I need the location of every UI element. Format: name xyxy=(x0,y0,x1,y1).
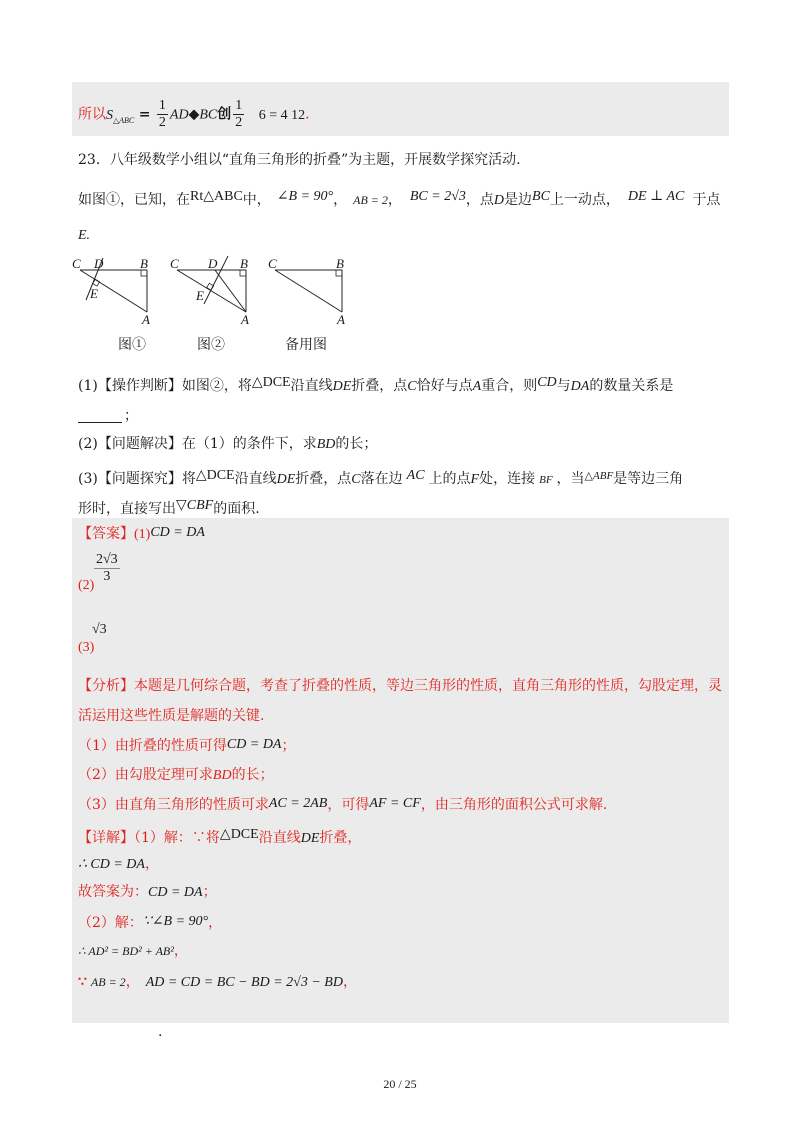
detail-line-4: （2）解：∵∠B = 90°， xyxy=(78,914,223,931)
question-2: (2)【问题解决】在（1）的条件下，求BD的长； xyxy=(78,436,378,452)
detail-line-3: 故答案为：CD = DA； xyxy=(78,884,217,900)
de-perp-ac: DE ⊥ AC xyxy=(627,189,685,204)
fig1-label-e: E xyxy=(90,286,98,301)
point-e-line: E. xyxy=(78,228,91,243)
fig2-label-b: B xyxy=(240,256,248,271)
bc-expr: BC = 2√3 xyxy=(409,189,466,204)
analysis-line-2: 活运用这些性质是解题的关键. xyxy=(78,708,265,724)
answer-blank[interactable] xyxy=(78,408,122,423)
point-d: D xyxy=(493,193,505,208)
fraction-one-half: $\frac{1}{2}$ xyxy=(158,98,166,130)
detail-line-5: ∴ AD² = BD² + AB²， xyxy=(78,943,188,959)
fig2-label-e: E xyxy=(196,288,204,303)
detail-line-7: . xyxy=(158,1024,163,1040)
figure-1-caption: 图① xyxy=(118,337,146,353)
fig1-label-b: B xyxy=(140,256,148,271)
figure-2-caption: 图② xyxy=(197,337,225,353)
top-answer-product: AD◆BC xyxy=(169,107,218,123)
document-page: 所以$S_{\triangle ABC}$ = $\frac{1}{2}$ AD◆BC创 $\frac{1}{2}$ 6 = 4 12. 23．八年级数学小组以“直角三角形的折叠”为主题，开展数学探究活动. 如图①，已知，在Rt△ABC中， ∠B = 90°， AB = 2， BC = 2√3，点D是边BC上一动点， DE ⊥ AC 于点 E. C D B E A C D B E A C B A 图① 图② 备用图 (1)【操作判断】如图②，将△DCE沿直线DE折叠，点C恰好与点A重合，则CD与DA的数量关系是 ； (2)【问题解决】在（1）的条件下，求BD的长； (3)【问题探究】将△DCE沿直线DE折叠，点C落在边 AC 上的点F处，连接 BF ，当$^{\triangle ABF}$是等边三角 形时，直接写出▽CBF的面积. 【答案】(1)CD = DA (2) $\frac{2√3}{3}$ √3 (3) 【分析】本题是几何综合题，考查了折叠的性质，等边三角形的性质，直角三角形的性质，勾股定理，灵 活运用这些性质是解题的关键. （1）由折叠的性质可得CD = DA； （2）由勾股定理可求BD的长； （3）由直角三角形的性质可求AC = 2AB，可得AF = CF，由三角形的面积公式可求解. 【详解】（1）解：∵将△DCE沿直线DE折叠， ∴ CD = DA， 故答案为：CD = DA； （2）解：∵∠B = 90°， ∴ AD² = BD² + AB²， ∵ AB = 2， AD = CD = BC − BD = 2√3 − BD， . 20 / 25 xyxy=(0,0,800,1132)
figure-3 xyxy=(268,256,345,324)
question-3: (3)【问题探究】将△DCE沿直线DE折叠，点C落在边 AC 上的点F处，连接 BF ，当$^{\triangle ABF}$是等边三角 xyxy=(78,468,684,487)
detail-tag: 【详解】 xyxy=(78,830,134,846)
analysis-step-1: （1）由折叠的性质可得CD = DA； xyxy=(78,737,296,754)
answer-tag: 【答案】 xyxy=(78,526,134,542)
fig2-label-a: A xyxy=(241,312,249,324)
geometry-figures xyxy=(70,254,370,324)
question-1-blank: ； xyxy=(78,406,138,426)
top-answer-prefix: 所以 xyxy=(78,106,106,123)
analysis-line-1: 【分析】本题是几何综合题，考查了折叠的性质，等边三角形的性质，直角三角形的性质，勾股定理，灵 xyxy=(78,678,722,694)
detail-line-2: ∴ CD = DA， xyxy=(78,856,159,872)
detail-line-6: ∵ AB = 2， AD = CD = BC − BD = 2√3 − BD， xyxy=(78,974,357,990)
ab-expr: AB = 2 xyxy=(353,193,388,207)
fig1-label-a: A xyxy=(142,312,150,324)
triangle-dce: △DCE xyxy=(251,375,291,390)
angle-b-expr: ∠B = 90° xyxy=(276,189,334,204)
figure-3-caption: 备用图 xyxy=(285,337,327,353)
fig3-label-c: C xyxy=(268,256,277,271)
top-answer-line xyxy=(78,98,310,132)
analysis-step-2: （2）由勾股定理可求BD的长； xyxy=(78,767,274,783)
page-number: 20 / 25 xyxy=(383,1077,417,1091)
fig2-label-d: D xyxy=(208,256,218,271)
question-1: (1)【操作判断】如图②，将△DCE沿直线DE折叠，点C恰好与点A重合，则CD与DA的数量关系是 xyxy=(78,375,674,394)
area-symbol: $S_{\triangle ABC}$ xyxy=(106,107,135,125)
analysis-step-3: （3）由直角三角形的性质可求AC = 2AB，可得AF = CF，由三角形的面积公式可求解. xyxy=(78,796,608,813)
fig3-label-a: A xyxy=(337,312,345,324)
figure-1 xyxy=(72,256,150,324)
detail-line-1: 【详解】（1）解：∵将△DCE沿直线DE折叠， xyxy=(78,827,362,846)
question-3-cont: 形时，直接写出▽CBF的面积. xyxy=(78,498,260,517)
fraction-one-half-2: $\frac{1}{2}$ xyxy=(235,98,243,130)
figure-2 xyxy=(170,256,249,324)
fig2-label-c: C xyxy=(170,256,179,271)
fig1-label-d: D xyxy=(94,256,104,271)
rt-triangle-abc: Rt△ABC xyxy=(190,189,243,204)
side-bc: BC xyxy=(532,189,550,204)
top-answer-result: 6 = 4 12 xyxy=(258,107,306,123)
answer-line-1: 【答案】(1)CD = DA xyxy=(78,525,205,542)
top-answer-end: . xyxy=(305,106,310,123)
answer-2-fraction: $\frac{2√3}{3}$ xyxy=(96,552,118,584)
fig3-label-b: B xyxy=(336,256,344,271)
problem-intro: 23．八年级数学小组以“直角三角形的折叠”为主题，开展数学探究活动. xyxy=(78,152,521,168)
problem-given: 如图①，已知，在Rt△ABC中， ∠B = 90°， AB = 2， BC = 2√3，点D是边BC上一动点， DE ⊥ AC 于点 xyxy=(78,189,721,208)
fig1-label-c: C xyxy=(72,256,81,271)
garbled-glyph: 创 xyxy=(217,106,232,123)
equals-sign: = xyxy=(138,106,151,123)
